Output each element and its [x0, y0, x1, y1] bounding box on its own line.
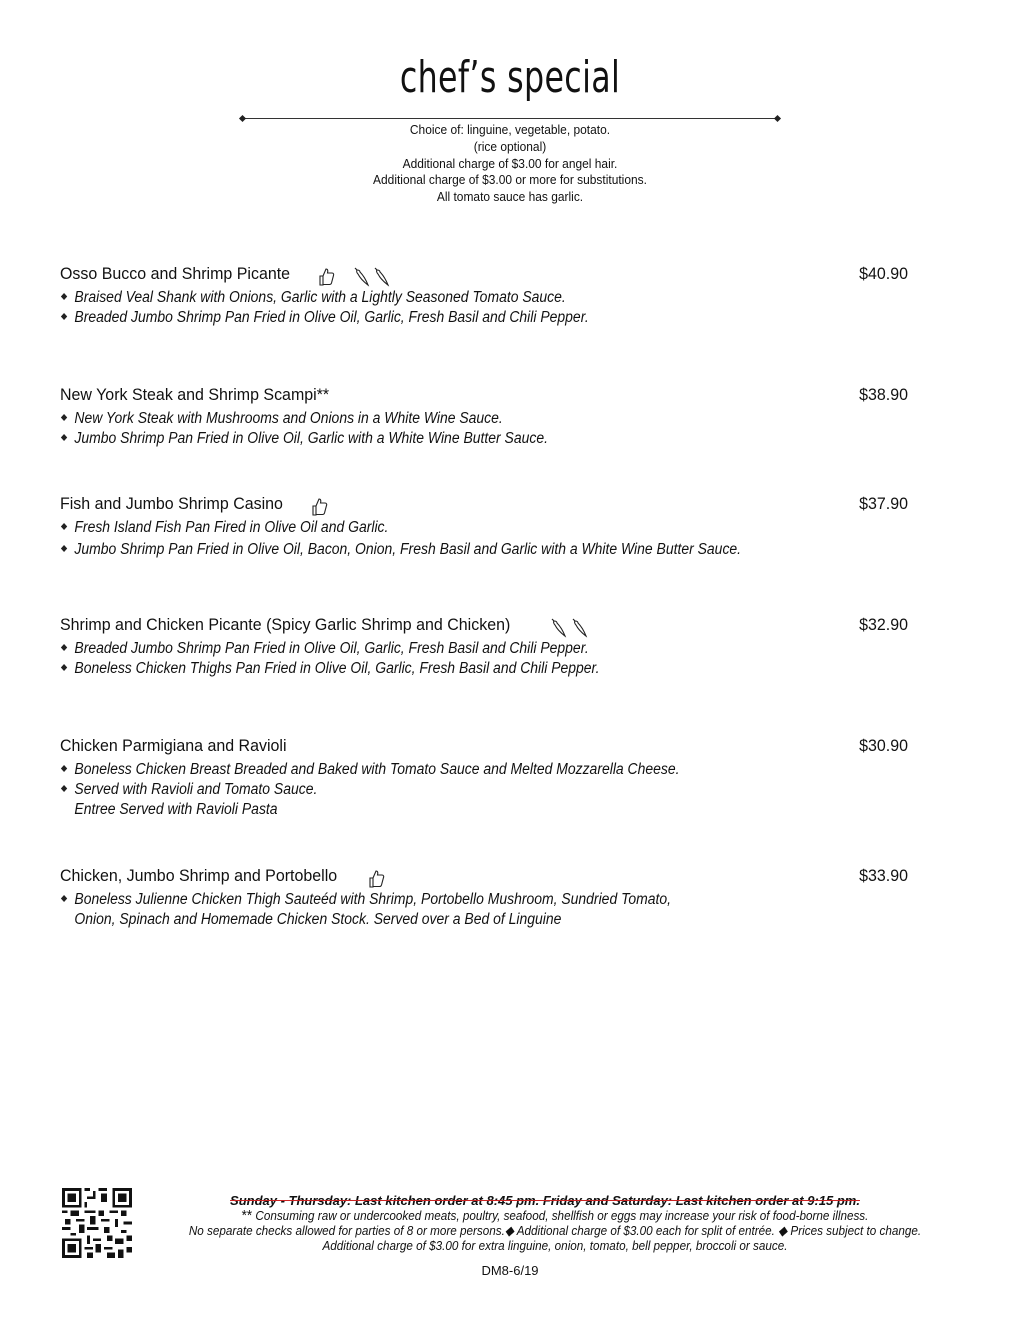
note-line: Choice of: linguine, vegetable, potato.	[409, 122, 611, 137]
chili-pepper-icon	[572, 618, 588, 638]
item-description-line: Jumbo Shrimp Pan Fried in Olive Oil, Garlic with a White Wine Butter Sauce.	[60, 429, 834, 449]
menu-code: DM8-6/19	[481, 1263, 539, 1278]
item-description-line: Braised Veal Shank with Onions, Garlic with a Lightly Seasoned Tomato Sauce.	[60, 288, 834, 308]
menu-item	[60, 866, 920, 930]
menu-item	[60, 615, 920, 679]
diamond-bullet-icon	[61, 293, 67, 300]
item-description-extra: Entree Served with Ravioli Pasta	[74, 801, 278, 818]
footer	[0, 1193, 1020, 1278]
item-description-line: New York Steak with Mushrooms and Onions in a White Wine Sauce.	[60, 409, 834, 429]
diamond-bullet-icon	[61, 313, 67, 320]
item-description-line: Boneless Chicken Thighs Pan Fried in Olive Oil, Garlic, Fresh Basil and Chili Pepper.	[60, 659, 834, 679]
chili-pepper-icon	[374, 267, 390, 287]
note-line: Additional charge of $3.00 for angel hair.	[402, 155, 618, 171]
item-price: $30.90	[859, 736, 908, 755]
note-line: All tomato sauce has garlic.	[436, 189, 584, 205]
menu-item	[60, 385, 920, 449]
kitchen-hours: Sunday - Thursday: Last kitchen order at 8:45 pm. Friday and Saturday: Last kitchen order at 9:15 pm.	[230, 1193, 860, 1208]
item-name: Chicken, Jumbo Shrimp and Portobello	[60, 866, 338, 885]
thumbs-up-icon	[367, 869, 385, 889]
item-name: Fish and Jumbo Shrimp Casino	[60, 494, 283, 513]
diamond-bullet-icon	[61, 765, 67, 772]
chili-pepper-icon	[354, 267, 370, 287]
menu-item	[60, 494, 920, 560]
diamond-bullet-icon	[61, 545, 67, 552]
item-description-line: Breaded Jumbo Shrimp Pan Fried in Olive Oil, Garlic, Fresh Basil and Chili Pepper.	[60, 308, 834, 328]
diamond-bullet-icon	[61, 785, 67, 792]
item-description-line: Fresh Island Fish Pan Fired in Olive Oil and Garlic.	[60, 518, 834, 538]
item-description-line: Boneless Chicken Breast Breaded and Baked with Tomato Sauce and Melted Mozzarella Cheese.	[60, 760, 834, 780]
item-price: $40.90	[859, 264, 908, 283]
note-line: (rice optional)	[473, 138, 547, 154]
diamond-bullet-icon	[61, 434, 67, 441]
item-description-line: Breaded Jumbo Shrimp Pan Fried in Olive Oil, Garlic, Fresh Basil and Chili Pepper.	[60, 639, 834, 659]
diamond-bullet-icon	[61, 523, 67, 530]
menu-item	[60, 264, 920, 328]
page-title: chef’s special	[399, 52, 621, 103]
item-name: New York Steak and Shrimp Scampi**	[60, 385, 330, 404]
item-price: $37.90	[859, 494, 908, 513]
item-price: $32.90	[859, 615, 908, 634]
menu-item	[60, 736, 920, 820]
item-price: $38.90	[859, 385, 908, 404]
note-line: Additional charge of $3.00 or more for substitutions.	[373, 172, 647, 188]
item-name: Osso Bucco and Shrimp Picante	[60, 264, 291, 283]
chili-pepper-icon	[551, 618, 567, 638]
thumbs-up-icon	[317, 267, 335, 287]
diamond-bullet-icon	[61, 414, 67, 421]
diamond-bullet-icon	[61, 664, 67, 671]
item-description-line: Served with Ravioli and Tomato Sauce.	[60, 780, 834, 800]
item-description-extra: Onion, Spinach and Homemade Chicken Stock. Served over a Bed of Linguine	[74, 911, 562, 928]
menu-notes	[41, 122, 979, 206]
item-description-line: Boneless Julienne Chicken Thigh Sauteéd with Shrimp, Portobello Mushroom, Sundried Tomato,	[60, 890, 834, 910]
title-divider	[242, 118, 778, 119]
thumbs-up-icon	[310, 497, 328, 517]
item-name: Shrimp and Chicken Picante (Spicy Garlic Shrimp and Chicken)	[60, 615, 511, 634]
extra-charge-note: Additional charge of $3.00 for extra linguine, onion, tomato, bell pepper, broccoli or sauce.	[322, 1238, 788, 1253]
item-description-line: Jumbo Shrimp Pan Fried in Olive Oil, Bacon, Onion, Fresh Basil and Garlic with a White Wine Butter Sauce.	[60, 540, 834, 560]
diamond-bullet-icon	[61, 644, 67, 651]
food-warning: ** Consuming raw or undercooked meats, poultry, seafood, shellfish or eggs may increase your risk of food-borne illness.	[241, 1207, 869, 1224]
item-price: $33.90	[859, 866, 908, 885]
policy-note: No separate checks allowed for parties of 8 or more persons.◆ Additional charge of $3.00 each for split of entrée. ◆ Prices subject to change.	[188, 1223, 922, 1238]
item-name: Chicken Parmigiana and Ravioli	[60, 736, 287, 755]
diamond-bullet-icon	[61, 895, 67, 902]
